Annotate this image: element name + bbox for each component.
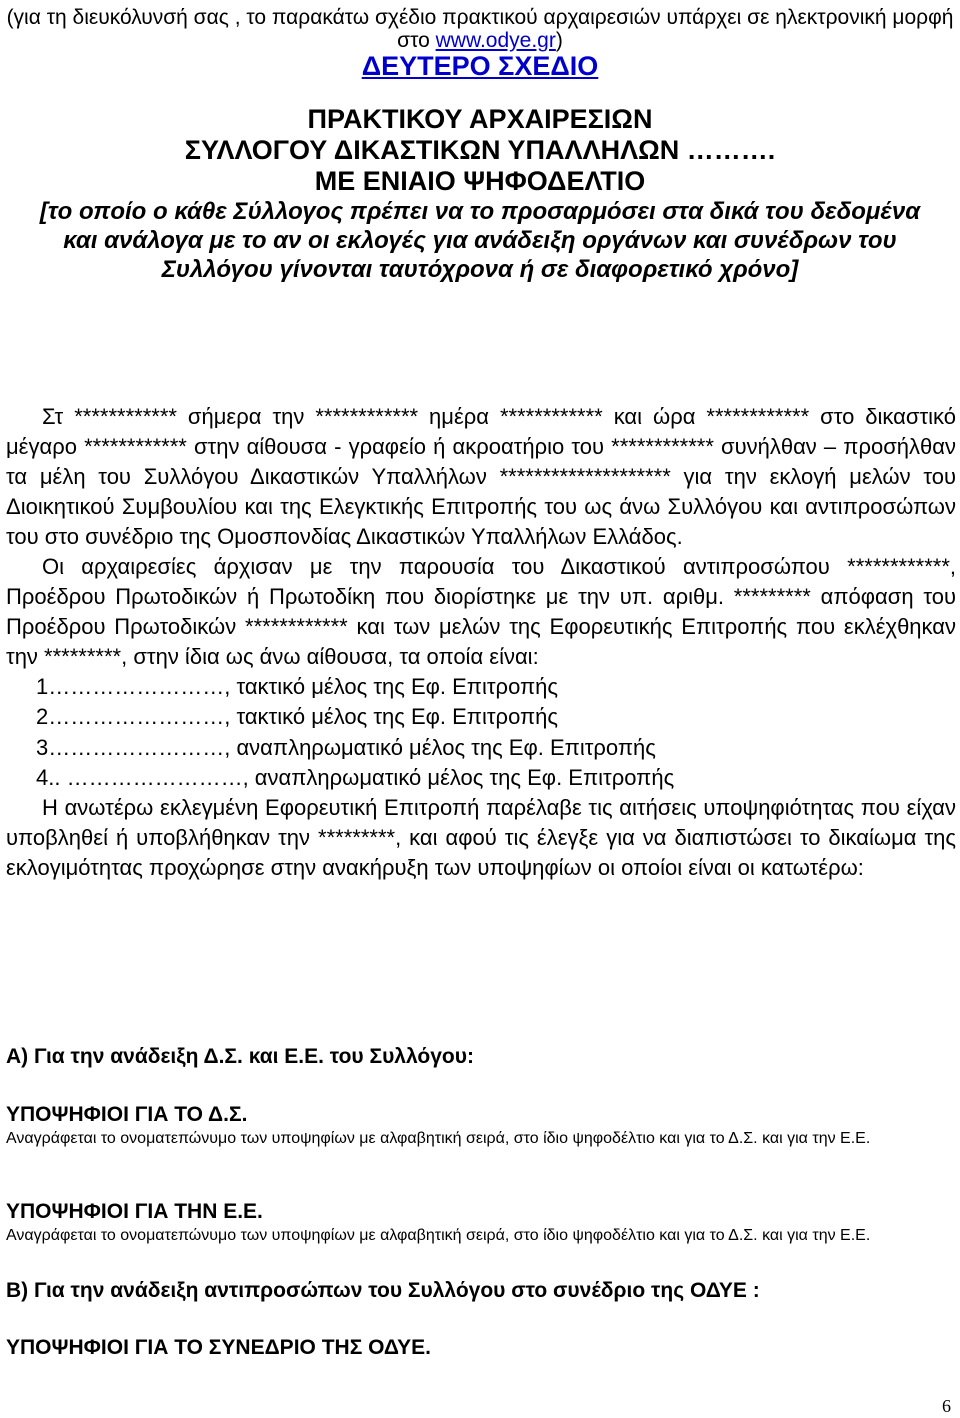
- title-line-2: ΣΥΛΛΟΓΟΥ ΔΙΚΑΣΤΙΚΩΝ ΥΠΑΛΛΗΛΩΝ ……….: [184, 135, 776, 165]
- title-line-1: ΠΡΑΚΤΙΚΟΥ ΑΡΧΑΙΡΕΣΙΩΝ: [307, 104, 653, 134]
- minutes-body: [6, 402, 956, 883]
- section-b-heading: Β) Για την ανάδειξη αντιπροσώπων του Συλλόγου στο συνέδριο της ΟΔΥΕ :: [6, 1279, 760, 1302]
- document-title: ΔΕΥΤΕΡΟ ΣΧΕΔΙΟ: [361, 51, 599, 81]
- committee-members-list: [6, 672, 956, 793]
- candidates-paragraph: Η ανωτέρω εκλεγμένη Εφορευτική Επιτροπή παρέλαβε τις αιτήσεις υποψηφιότητας που είχαν υποβληθεί ή υποβλήθηκαν την *********, και αφού τις έλεγξε για να διαπιστώσει το δικαίωμα της εκλογιμότητας προχώρησε στην ανακήρυξη των υποψηφίων οι οποίοι είναι οι κατωτέρω:: [6, 795, 956, 881]
- candidates-audit-section: [6, 1199, 956, 1246]
- candidates-audit-heading: ΥΠΟΨΗΦΙΟΙ ΓΙΑ ΤΗΝ Ε.Ε.: [6, 1200, 263, 1223]
- section-a-heading: Α) Για την ανάδειξη Δ.Σ. και Ε.Ε. του Συλλόγου:: [6, 1045, 474, 1068]
- candidates-board-instructions: Αναγράφεται το ονοματεπώνυμο των υποψηφίων με αλφαβητική σειρά, στο ίδιο ψηφοδέλτιο και για το Δ.Σ. και για την Ε.Ε.: [6, 1130, 871, 1147]
- note-line-1: (για τη διευκόλυνσή σας , το παρακάτω σχέδιο πρακτικού αρχαιρεσιών υπάρχει σε ηλεκτρονική μορφή: [6, 6, 954, 29]
- note-line-2: στο www.odye.gr): [397, 29, 563, 52]
- candidates-board-section: [6, 1102, 956, 1149]
- odye-link[interactable]: www.odye.gr: [435, 29, 556, 52]
- candidates-board-heading: ΥΠΟΨΗΦΙΟΙ ΓΙΑ ΤΟ Δ.Σ.: [6, 1103, 248, 1126]
- committee-member-4: 4.. ……………………, αναπληρωματικό μέλος της Εφ. Επιτροπής: [36, 764, 675, 790]
- page-number: 6: [942, 1396, 951, 1416]
- title-instructions: [το οποίο ο κάθε Σύλλογος πρέπει να το προσαρμόσει στα δικά του δεδομένα και ανάλογα με το αν οι εκλογές για ανάδειξη οργάνων και συνέδρων του Συλλόγου γίνονται ταυτόχρονα ή σε διαφορετικό χρόνο]: [39, 198, 921, 283]
- committee-member-3: 3……………………, αναπληρωματικό μέλος της Εφ. Επιτροπής: [36, 734, 656, 760]
- election-paragraph: Οι αρχαιρεσίες άρχισαν με την παρουσία του Δικαστικού αντιπροσώπου ************, Προέδρου Πρωτοδικών ή Πρωτοδίκη που διορίστηκε με την υπ. αριθμ. ********* απόφαση του Προέδρου Πρωτοδικών ************ και των μελών της Εφορευτικής Επιτροπής που εκλέχθηκαν την *********, στην ίδια ως άνω αίθουσα, τα οποία είναι:: [6, 554, 956, 669]
- section-b: [6, 1278, 956, 1304]
- candidates-congress-heading: ΥΠΟΨΗΦΙΟΙ ΓΙΑ ΤΟ ΣΥΝΕΔΡΙΟ ΤΗΣ ΟΔΥΕ.: [6, 1336, 431, 1359]
- electronic-form-note: [0, 6, 960, 52]
- committee-member-2: 2……………………, τακτικό μέλος της Εφ. Επιτροπής: [36, 704, 559, 730]
- committee-member-1: 1……………………, τακτικό μέλος της Εφ. Επιτροπής: [36, 674, 559, 699]
- title-line-3: ΜΕ ΕΝΙΑΙΟ ΨΗΦΟΔΕΛΤΙΟ: [314, 166, 646, 196]
- document-title-block: [0, 50, 960, 284]
- candidates-congress-section: [6, 1335, 956, 1361]
- section-a: [6, 1044, 956, 1070]
- opening-paragraph: Στ ************ σήμερα την ************ ημέρα ************ και ώρα ************ στο δικαστικό μέγαρο ************ στην αίθουσα - γραφείο ή ακροατήριο του ************ συνήλθαν – προσήλθαν τα μέλη του Συλλόγου Δικαστικών Υπαλλήλων ******************** για την εκλογή μελών του Διοικητικού Συμβουλίου και της Ελεγκτικής Επιτροπής του ως άνω Συλλόγου και αντιπροσώπων του στο συνέδριο της Ομοσπονδίας Δικαστικών Υπαλλήλων Ελλάδος.: [6, 404, 956, 549]
- candidates-audit-instructions: Αναγράφεται το ονοματεπώνυμο των υποψηφίων με αλφαβητική σειρά, στο ίδιο ψηφοδέλτιο και για το Δ.Σ. και για την Ε.Ε.: [6, 1227, 871, 1244]
